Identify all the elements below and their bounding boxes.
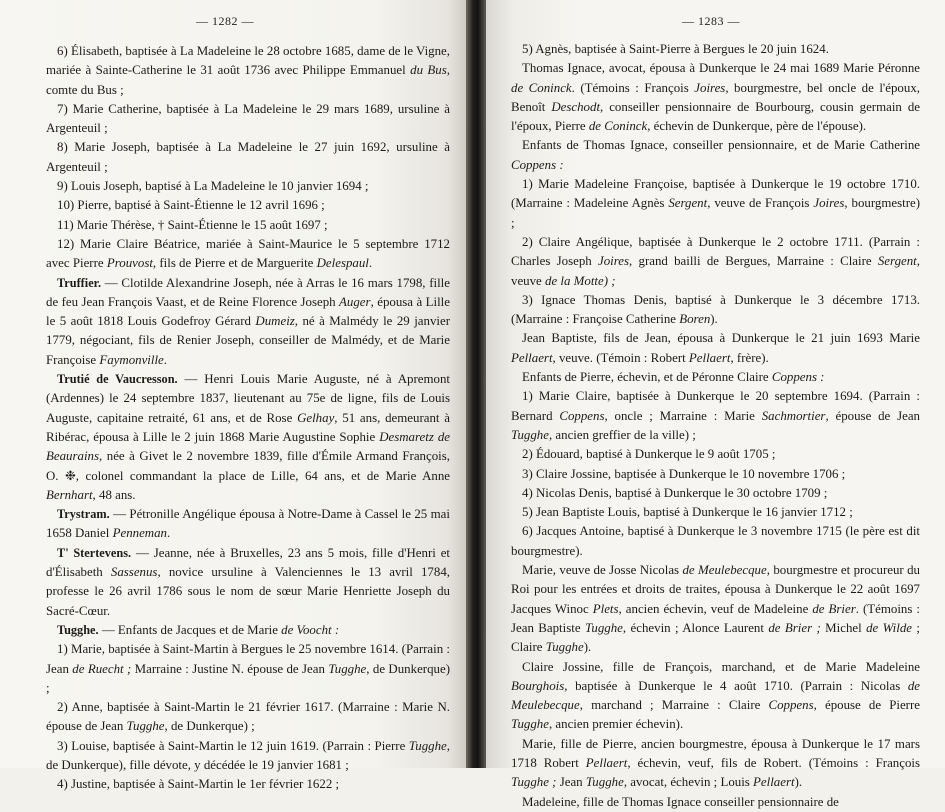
text-paragraph xyxy=(511,368,920,387)
text-run: Faymonville xyxy=(99,352,164,367)
text-run: , 51 ans, demeurant à Ribérac, épousa à Lille le 2 juin 1868 Marie Augustine Sophie xyxy=(46,410,450,444)
text-run: Sergent xyxy=(668,196,708,211)
text-run: 11) Marie Thérèse, † Saint-Étienne le 15 août 1697 ; xyxy=(57,217,328,232)
page-number: — 1282 — xyxy=(196,14,254,28)
text-paragraph xyxy=(46,370,450,505)
text-run: , conseiller pensionnaire de Bourbourg, cousin germain de l'époux, Pierre xyxy=(511,99,920,134)
text-run: 7) Marie Catherine, baptisée à La Madeleine le 29 mars 1689, ursuline à Argenteuil ; xyxy=(46,101,450,136)
text-paragraph xyxy=(511,175,920,233)
text-run: 10) Pierre, baptisé à Saint-Étienne le 12 avril 1696 ; xyxy=(57,198,325,213)
text-run: Tugghe xyxy=(408,738,447,753)
text-run: Sergent xyxy=(877,254,917,269)
text-run: Coppens : xyxy=(511,157,564,172)
entry-heading: T' Stertevens. xyxy=(57,545,132,560)
text-run: — Jeanne, née à Bruxelles, 23 ans 5 mois, fille d'Henri et d'Élisabeth xyxy=(46,545,450,580)
text-run: Pellaert xyxy=(511,350,553,365)
text-run: , bourgmestre, bel oncle de l'époux, Benoît xyxy=(511,80,920,114)
text-paragraph xyxy=(511,561,920,657)
text-paragraph xyxy=(511,503,920,522)
text-run: 2) Claire Angélique, baptisée à Dunkerque le 2 octobre 1711. (Parrain : Charles Joseph xyxy=(511,234,920,269)
text-paragraph xyxy=(511,793,920,812)
text-run: , fils de Pierre et de Marguerite xyxy=(152,256,317,271)
text-run: ). xyxy=(794,775,803,790)
text-paragraph xyxy=(511,136,920,175)
text-run: Tugghe xyxy=(585,775,624,790)
text-run: Marraine : Justine N. épouse de Jean xyxy=(131,661,329,676)
text-paragraph xyxy=(511,465,920,484)
text-run: — Clotilde Alexandrine Joseph, née à Arras le 16 mars 1798, fille de feu Jean François Vaast, et de Reine Florence Joseph xyxy=(46,275,450,309)
text-run: , frère). xyxy=(730,350,769,365)
text-run: de Ruecht ; xyxy=(72,661,132,676)
text-run: Bourghois xyxy=(511,678,565,693)
text-paragraph xyxy=(511,59,920,136)
text-run: Jean xyxy=(556,775,586,790)
text-run: 6) Jacques Antoine, baptisé à Dunkerque le 3 novembre 1715 (le père est dit bourgmestre). xyxy=(511,524,920,558)
text-run: 4) Nicolas Denis, baptisé à Dunkerque le 30 octobre 1709 ; xyxy=(522,485,828,500)
left-page xyxy=(0,0,466,792)
text-run: 1) Marie, baptisée à Saint-Martin à Bergues le 25 novembre 1614. (Parrain : Jean xyxy=(46,642,450,676)
text-run: Dumeiz xyxy=(255,314,295,329)
text-run: — Pétronille Angélique épousa à Notre-Dame à Cassel le 25 mai 1658 Daniel xyxy=(46,507,450,541)
text-run: , grand bailli de Bergues, Marraine : Claire xyxy=(629,254,878,269)
text-run: de la Motte) ; xyxy=(545,273,616,288)
entry-heading: Trystram. xyxy=(57,507,110,522)
text-run: de Meulebecque xyxy=(511,678,920,713)
text-paragraph xyxy=(46,235,450,274)
text-paragraph xyxy=(511,445,920,464)
text-run: Thomas Ignace, avocat, épousa à Dunkerque le 24 mai 1689 Marie Péronne xyxy=(522,61,920,76)
text-run: , veuve. (Témoin : Robert xyxy=(552,350,689,365)
page-text xyxy=(511,40,920,812)
text-run: , 48 ans. xyxy=(92,487,136,502)
text-run: 12) Marie Claire Béatrice, mariée à Saint-Maurice le 5 septembre 1712 avec Pierre xyxy=(46,236,450,271)
text-paragraph xyxy=(511,658,920,735)
text-run: , épousa à Lille le 5 août 1818 Louis Godefroy Gérard xyxy=(46,294,450,329)
text-run: . xyxy=(167,526,171,541)
text-run: , bourgmestre) ; xyxy=(511,196,920,230)
text-run: , échevin ; Alonce Laurent xyxy=(622,620,769,635)
text-run: Marie, veuve de Josse Nicolas xyxy=(522,563,683,578)
text-run: , bourgmestre et procureur du Roi pour les entrées et droits de traites, épousa à Dunkerque le 22 août 1697 Jacques Winoc xyxy=(511,563,920,616)
text-run: 2) Anne, baptisée à Saint-Martin le 21 février 1617. (Marraine : Marie N. épouse de Jean xyxy=(46,700,450,734)
text-run: 1) Marie Claire, baptisée à Dunkerque le 20 septembre 1694. (Parrain : Bernard xyxy=(511,389,920,423)
text-paragraph xyxy=(511,387,920,445)
text-run: Coppens : xyxy=(771,370,825,385)
text-run: Auger xyxy=(339,294,371,309)
text-run: du Bus xyxy=(410,63,447,78)
text-run: Tugghe xyxy=(584,620,623,635)
text-run: Gelhay xyxy=(297,410,335,425)
text-run: de Meulebecque xyxy=(682,563,767,578)
text-run: , veuve de François xyxy=(707,196,814,211)
text-run: , veuve xyxy=(511,254,920,288)
text-paragraph xyxy=(511,40,920,59)
text-paragraph xyxy=(46,621,450,640)
entry-heading: Truffier. xyxy=(57,275,102,290)
text-run: 4) Justine, baptisée à Saint-Martin le 1er février 1622 ; xyxy=(57,777,340,792)
text-paragraph xyxy=(46,274,450,370)
text-paragraph xyxy=(511,329,920,368)
text-run: Desmaretz de Beaurains xyxy=(46,429,450,464)
page-text xyxy=(46,42,450,795)
text-run: de Brier ; xyxy=(768,620,821,635)
text-run: . (Témoins : Jean Baptiste xyxy=(511,601,920,635)
text-run: Enfants de Thomas Ignace, conseiller pensionnaire, et de Marie Catherine xyxy=(522,138,920,153)
text-run: Pellaert xyxy=(688,350,731,365)
text-run: , comte du Bus ; xyxy=(46,63,450,97)
text-paragraph xyxy=(46,177,450,196)
text-paragraph xyxy=(46,640,450,698)
text-run: Penneman xyxy=(112,526,168,541)
text-run: Sachmortier xyxy=(761,408,826,423)
page-number: — 1283 — xyxy=(682,14,740,28)
text-run: . xyxy=(368,256,373,271)
text-paragraph xyxy=(46,544,450,621)
text-run: , ancien échevin, veuf de Madeleine xyxy=(618,601,813,616)
text-run: Joires xyxy=(694,80,726,95)
text-run: Bernhart xyxy=(46,487,93,502)
text-run: , épouse de Pierre xyxy=(813,698,920,713)
entry-heading: Tugghe. xyxy=(57,622,99,637)
text-run: , ancien premier échevin). xyxy=(548,717,684,732)
text-run: , de Dunkerque) ; xyxy=(46,661,450,695)
text-run: de Voocht : xyxy=(281,622,340,637)
text-run: de Coninck xyxy=(588,119,648,134)
text-paragraph xyxy=(46,196,450,215)
text-run: , né à Malmédy le 29 janvier 1779, négociant, fils de Renier Joseph, conseiller de Malmédy, et de Marie Françoise xyxy=(46,314,450,367)
text-run: , née à Givet le 2 novembre 1839, fille d'Émile Armand François, O. ❉, colonel commandant la place de Lille, 64 ans, et de Marie Anne xyxy=(46,449,450,483)
text-run: Sassenus xyxy=(110,565,158,580)
text-run: de Coninck xyxy=(511,80,572,95)
text-paragraph xyxy=(511,735,920,793)
text-run: Claire Jossine, fille de François, marchand, et de Marie Madeleine xyxy=(522,659,920,674)
text-run: , ancien greffier de la ville) ; xyxy=(548,427,696,442)
text-run: ; Claire xyxy=(511,620,920,655)
text-paragraph xyxy=(46,698,450,737)
text-paragraph xyxy=(46,505,450,544)
text-paragraph xyxy=(46,42,450,100)
text-run: Joires xyxy=(813,196,845,211)
text-run: 8) Marie Joseph, baptisée à La Madeleine le 27 juin 1692, ursuline à Argenteuil ; xyxy=(46,140,450,174)
text-run: Joires xyxy=(597,254,630,269)
text-run: ). xyxy=(710,312,718,327)
text-run: 3) Ignace Thomas Denis, baptisé à Dunkerque le 3 décembre 1713. (Marraine : Françoise Catherine xyxy=(511,292,920,327)
text-run: 2) Édouard, baptisé à Dunkerque le 9 août 1705 ; xyxy=(522,447,776,462)
text-run: Enfants de Pierre, échevin, et de Péronne Claire xyxy=(522,370,772,385)
text-run: . (Témoins : François xyxy=(571,80,695,95)
text-run: 9) Louis Joseph, baptisé à La Madeleine le 10 janvier 1694 ; xyxy=(57,179,369,194)
text-run: — Enfants de Jacques et de Marie xyxy=(98,622,282,637)
text-run: Coppens xyxy=(559,408,605,423)
text-run: Marie, fille de Pierre, ancien bourgmestre, épousa à Dunkerque le 17 mars 1718 Robert xyxy=(511,736,920,770)
text-run: , baptisée à Dunkerque le 4 août 1710. (Parrain : Nicolas xyxy=(564,678,908,693)
text-run: Tugghe xyxy=(545,640,584,655)
text-run: 1) Marie Madeleine Françoise, baptisée à Dunkerque le 19 octobre 1710. (Marraine : Madeleine Agnès xyxy=(511,177,920,211)
text-paragraph xyxy=(511,291,920,330)
text-run: Pellaert xyxy=(585,755,628,770)
text-paragraph xyxy=(46,737,450,776)
text-run: 6) Élisabeth, baptisée à La Madeleine le 28 octobre 1685, dame de le Vigne, mariée à Sainte-Catherine le 31 août 1736 avec Philippe Emmanuel xyxy=(46,44,450,78)
text-run: — Henri Louis Marie Auguste, né à Apremont (Ardennes) le 24 septembre 1837, lieutenant au 75e de ligne, fils de Louis Auguste, capitaine retraité, 61 ans, et de Rose xyxy=(46,372,450,425)
text-run: de Wilde xyxy=(866,620,913,635)
text-paragraph xyxy=(511,522,920,561)
book-gutter xyxy=(466,0,486,768)
text-run: , de Dunkerque) ; xyxy=(164,719,255,734)
text-run: , oncle ; Marraine : Marie xyxy=(604,408,762,423)
text-run: Prouvost xyxy=(106,256,153,271)
text-run: Tugghe xyxy=(126,719,165,734)
right-page xyxy=(486,0,945,809)
text-run: . xyxy=(163,352,168,367)
text-run: Tugghe xyxy=(511,717,549,732)
text-run: 3) Claire Jossine, baptisée à Dunkerque le 10 novembre 1706 ; xyxy=(522,466,846,481)
text-run: , échevin de Dunkerque, père de l'épouse). xyxy=(647,119,867,134)
text-run: 5) Agnès, baptisée à Saint-Pierre à Bergues le 20 juin 1624. xyxy=(522,42,829,56)
text-run: 3) Louise, baptisée à Saint-Martin le 12 juin 1619. (Parrain : Pierre xyxy=(57,738,409,753)
text-run: , échevin, veuf, fils de Robert. (Témoins : François xyxy=(627,755,921,770)
entry-heading: Trutié de Vaucresson. xyxy=(57,372,178,387)
text-run: , avocat, échevin ; Louis xyxy=(623,775,754,790)
text-run: Tugghe xyxy=(511,427,549,442)
text-run: , épouse de Jean xyxy=(825,408,921,423)
text-paragraph xyxy=(511,484,920,503)
text-run: , novice ursuline à Valenciennes le 13 avril 1784, professe le 26 avril 1786 sous le nom de sœur Marie Henriette Joseph du Sacré-Cœur. xyxy=(46,565,450,618)
text-run: de Brier xyxy=(812,601,856,616)
text-run: , marchand ; Marraine : Claire xyxy=(579,698,769,713)
text-paragraph xyxy=(511,233,920,291)
text-run: Deschodt xyxy=(551,99,601,114)
text-paragraph xyxy=(46,775,450,794)
text-paragraph xyxy=(46,216,450,235)
text-run: Tugghe ; xyxy=(511,775,557,790)
text-run: Tugghe xyxy=(328,661,367,676)
text-run: Plets xyxy=(592,601,619,616)
text-run: Boren xyxy=(679,312,711,327)
text-run: Jean Baptiste, fils de Jean, épousa à Dunkerque le 21 juin 1693 Marie xyxy=(522,331,920,346)
text-run: Coppens xyxy=(768,698,814,713)
text-run: Delespaul xyxy=(316,256,369,271)
text-paragraph xyxy=(46,138,450,177)
text-run: Pellaert xyxy=(753,775,795,790)
text-run: Michel xyxy=(820,620,867,635)
text-run: , de Dunkerque), fille dévote, y décédée le 19 janvier 1681 ; xyxy=(46,738,450,772)
text-run: ). xyxy=(583,640,592,655)
text-run: 5) Jean Baptiste Louis, baptisé à Dunkerque le 16 janvier 1712 ; xyxy=(522,505,853,520)
text-paragraph xyxy=(46,100,450,139)
text-run: Madeleine, fille de Thomas Ignace conseiller pensionnaire de xyxy=(522,794,839,809)
